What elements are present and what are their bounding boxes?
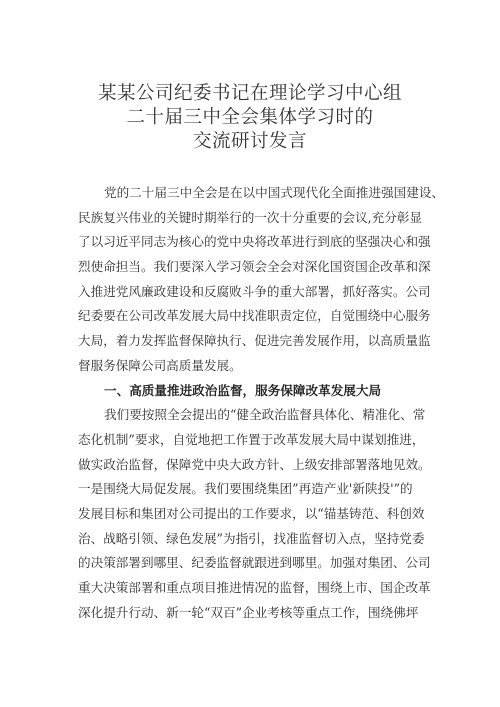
title-line-1: 某某公司纪委书记在理论学习中心组: [97, 83, 402, 104]
paragraph-2: [78, 403, 442, 625]
paragraph-line: 态化机制”要求，自觉地把工作置于改革发展大局中谋划推进，: [78, 431, 425, 447]
paragraph-line: 一是围绕大局促发展。我们要围绕集团”再造产业'新陕投'”的: [78, 481, 413, 497]
paragraph-line: 党的二十届三中全会是在以中国式现代化全面推进强国建设、: [104, 185, 445, 200]
paragraph-1: [78, 181, 445, 379]
paragraph-line: 的决策部署到哪里、纪委监督就跟进到哪里。加强对集团、公司: [78, 555, 431, 571]
paragraph-line: 深化提升行动、新一轮“双百”企业考核等重点工作，围绕佛坪: [78, 604, 419, 620]
paragraph-line: 入推进党风廉政建设和反腐败斗争的重大部署，抓好落实。公司: [78, 283, 431, 299]
section-heading-1: 一、高质量推进政治监督，服务保障改革发展大局: [104, 382, 382, 398]
paragraph-line: 了以习近平同志为核心的党中央将改革进行到底的坚强决心和强: [78, 234, 431, 250]
document-body: [78, 181, 445, 625]
paragraph-line: 大局，着力发挥监督保障执行、促进完善发展作用，以高质量监: [78, 333, 431, 349]
paragraph-line: 发展目标和集团对公司提出的工作要求，以“锚基铸范、科创效: [78, 505, 425, 521]
document-title: [0, 82, 500, 154]
title-line-3: 交流研讨发言: [192, 131, 307, 152]
title-line-2: 二十届三中全会集体学习时的: [126, 107, 374, 128]
paragraph-line: 纪委要在公司改革发展大局中找准职责定位，自觉围绕中心服务: [78, 308, 431, 324]
paragraph-line: 督服务保障公司高质量发展。: [78, 357, 242, 373]
paragraph-line: 重大决策部署和重点项目推进情况的监督，围绕上市、国企改革: [78, 580, 431, 595]
paragraph-line: 治、战略引领、绿色发展”为指引，找准监督切入点，坚持党委: [78, 530, 425, 546]
paragraph-line: 烈使命担当。我们要深入学习领会全会对深化国资国企改革和深: [78, 259, 431, 275]
paragraph-line: 做实政治监督，保障党中央大政方针、上级安排部署落地见效。: [78, 456, 431, 472]
paragraph-line: 我们要按照全会提出的“健全政治监督具体化、精准化、常: [104, 407, 426, 423]
paragraph-line: 民族复兴伟业的关键时期举行的一次十分重要的会议,充分彰显: [78, 209, 423, 225]
